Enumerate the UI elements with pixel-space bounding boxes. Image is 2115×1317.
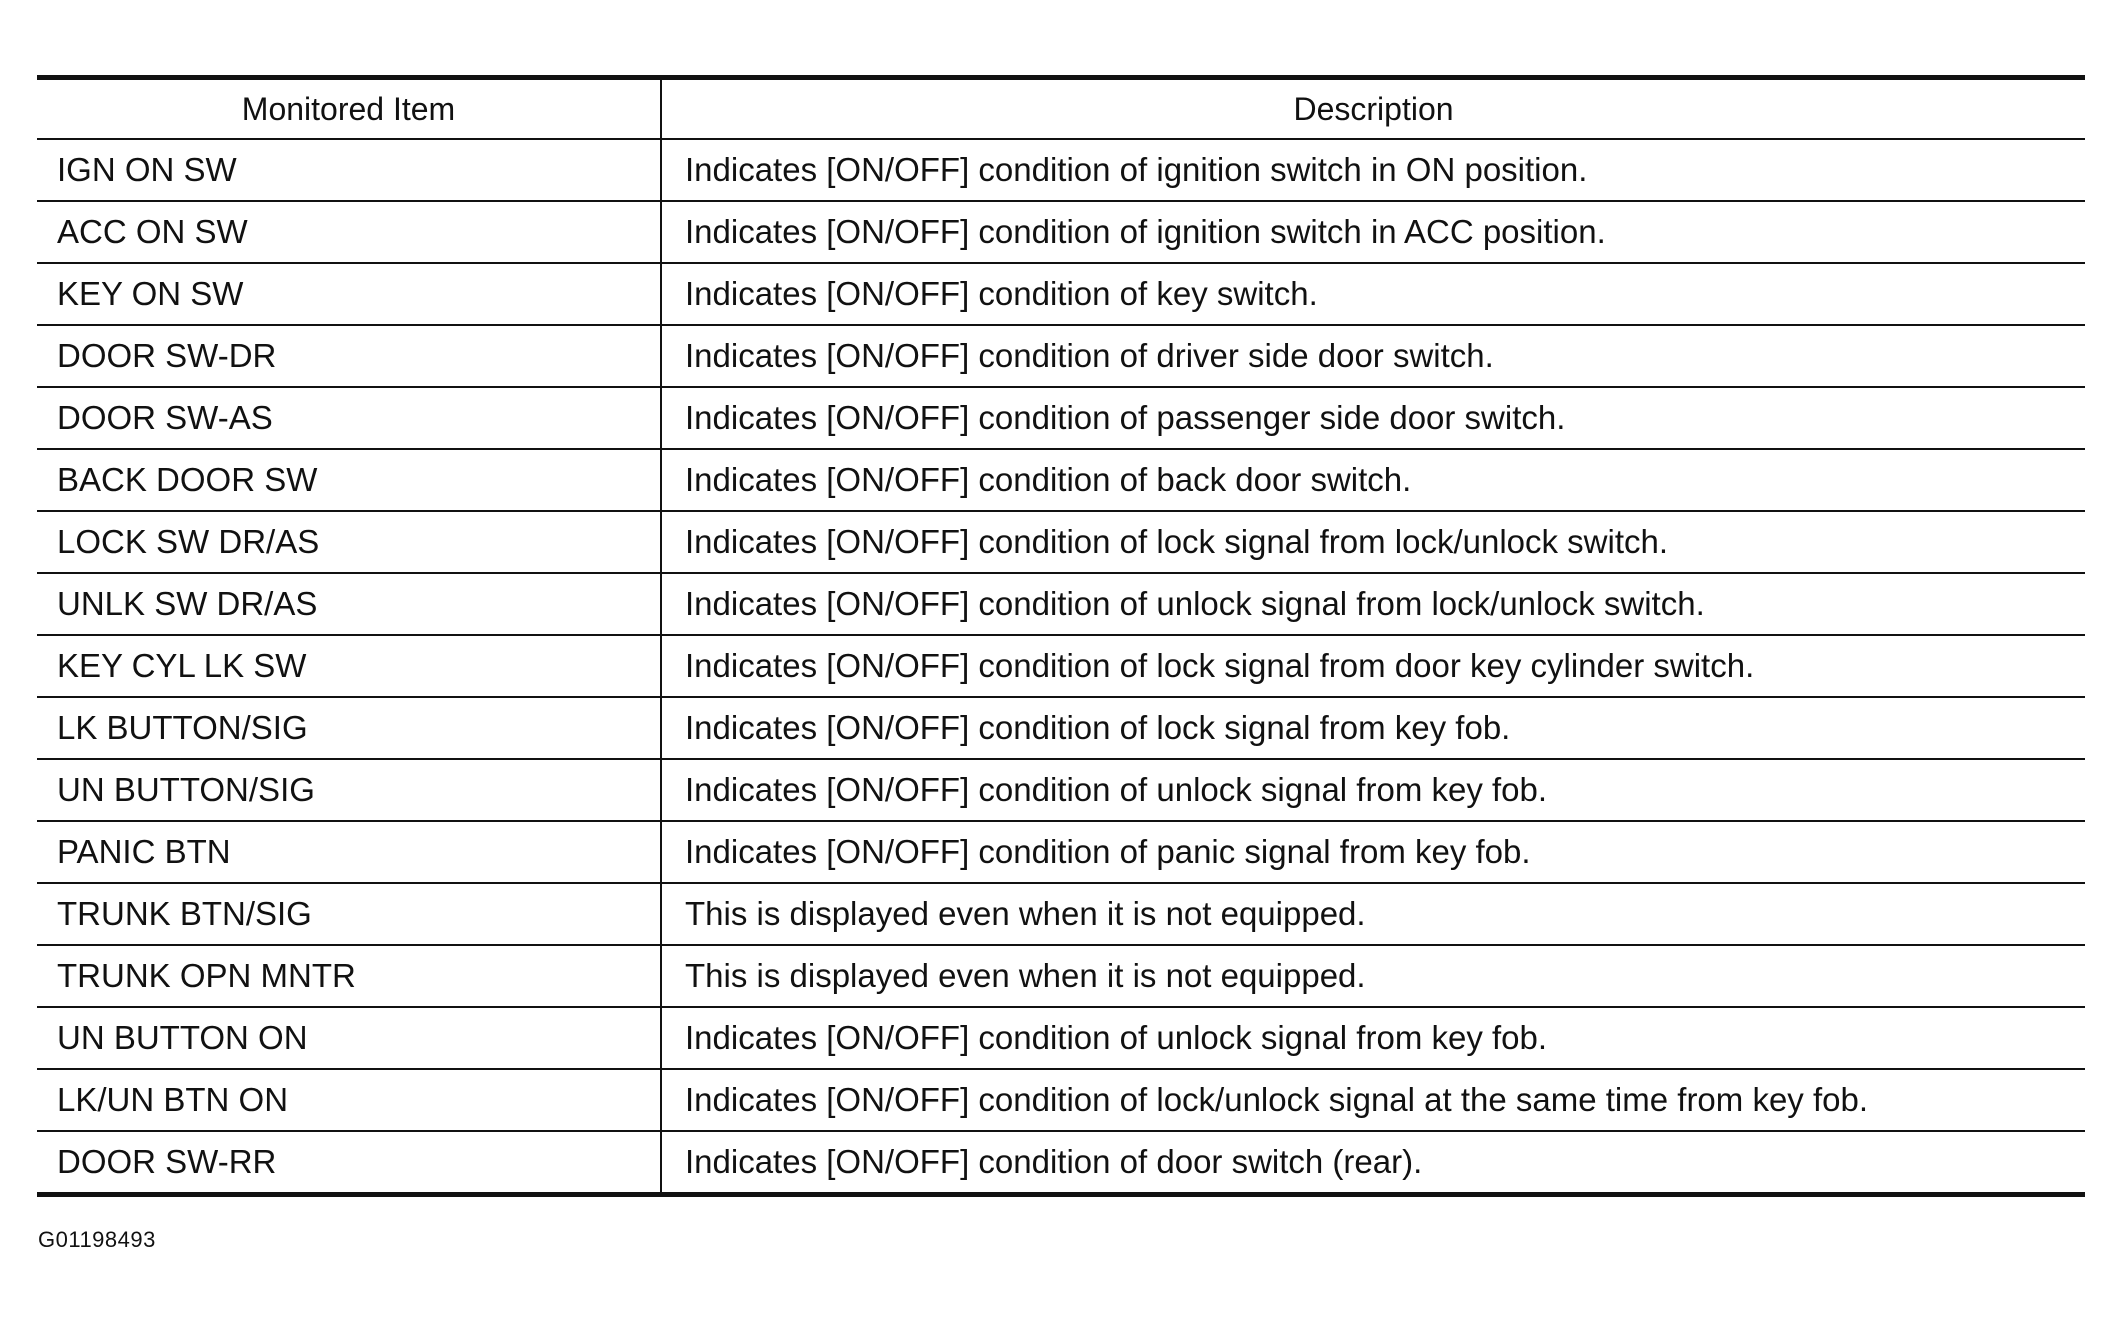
monitored-item-cell: LOCK SW DR/AS xyxy=(37,511,661,573)
description-cell: Indicates [ON/OFF] condition of lock signal from lock/unlock switch. xyxy=(661,511,2085,573)
description-cell: Indicates [ON/OFF] condition of key switch. xyxy=(661,263,2085,325)
table-row xyxy=(37,511,2085,573)
monitored-item-cell: LK BUTTON/SIG xyxy=(37,697,661,759)
table-row xyxy=(37,263,2085,325)
figure-id: G01198493 xyxy=(38,1227,156,1252)
description-cell: Indicates [ON/OFF] condition of ignition switch in ACC position. xyxy=(661,201,2085,263)
description-cell: This is displayed even when it is not equipped. xyxy=(661,883,2085,945)
table-row xyxy=(37,759,2085,821)
table-row xyxy=(37,883,2085,945)
description-cell: Indicates [ON/OFF] condition of unlock signal from key fob. xyxy=(661,1007,2085,1069)
description-cell: This is displayed even when it is not equipped. xyxy=(661,945,2085,1007)
table-row xyxy=(37,387,2085,449)
description-cell: Indicates [ON/OFF] condition of driver side door switch. xyxy=(661,325,2085,387)
description-cell: Indicates [ON/OFF] condition of lock signal from door key cylinder switch. xyxy=(661,635,2085,697)
table-header xyxy=(37,78,2085,140)
table-body xyxy=(37,139,2085,1195)
monitored-item-cell: ACC ON SW xyxy=(37,201,661,263)
table-row xyxy=(37,1131,2085,1195)
table-row xyxy=(37,325,2085,387)
table-row xyxy=(37,139,2085,201)
table-row xyxy=(37,201,2085,263)
monitored-item-cell: DOOR SW-RR xyxy=(37,1131,661,1195)
description-cell: Indicates [ON/OFF] condition of unlock signal from key fob. xyxy=(661,759,2085,821)
table-row xyxy=(37,449,2085,511)
description-cell: Indicates [ON/OFF] condition of lock signal from key fob. xyxy=(661,697,2085,759)
monitored-item-cell: TRUNK BTN/SIG xyxy=(37,883,661,945)
description-cell: Indicates [ON/OFF] condition of door switch (rear). xyxy=(685,1143,1423,1180)
table-row xyxy=(37,635,2085,697)
monitored-item-cell: UN BUTTON/SIG xyxy=(37,759,661,821)
description-cell: Indicates [ON/OFF] condition of ignition switch in ON position. xyxy=(661,139,2085,201)
table-row xyxy=(37,1069,2085,1131)
table-row xyxy=(37,821,2085,883)
monitored-item-cell: UNLK SW DR/AS xyxy=(37,573,661,635)
monitored-item-cell: PANIC BTN xyxy=(37,821,661,883)
monitored-item-cell: DOOR SW-AS xyxy=(37,387,661,449)
header-description: Description xyxy=(661,78,2085,140)
monitored-item-cell: KEY CYL LK SW xyxy=(37,635,661,697)
description-cell: Indicates [ON/OFF] condition of back door switch. xyxy=(661,449,2085,511)
monitored-item-cell: BACK DOOR SW xyxy=(37,449,661,511)
description-cell: Indicates [ON/OFF] condition of panic signal from key fob. xyxy=(661,821,2085,883)
description-cell: Indicates [ON/OFF] condition of lock/unlock signal at the same time from key fob. xyxy=(661,1069,2085,1131)
table-row xyxy=(37,945,2085,1007)
description-cell: Indicates [ON/OFF] condition of passenger side door switch. xyxy=(661,387,2085,449)
table-row xyxy=(37,1007,2085,1069)
monitored-items-table xyxy=(37,75,2085,1197)
table-row xyxy=(37,573,2085,635)
monitored-item-cell: DOOR SW-DR xyxy=(37,325,661,387)
monitored-item-cell: TRUNK OPN MNTR xyxy=(37,945,661,1007)
monitored-item-cell: KEY ON SW xyxy=(37,263,661,325)
table-row xyxy=(37,697,2085,759)
description-cell: Indicates [ON/OFF] condition of unlock signal from lock/unlock switch. xyxy=(661,573,2085,635)
header-monitored-item: Monitored Item xyxy=(37,78,661,140)
monitored-item-cell: UN BUTTON ON xyxy=(37,1007,661,1069)
monitored-item-cell: LK/UN BTN ON xyxy=(37,1069,661,1131)
header-row xyxy=(37,78,2085,140)
monitored-item-cell: IGN ON SW xyxy=(37,139,661,201)
